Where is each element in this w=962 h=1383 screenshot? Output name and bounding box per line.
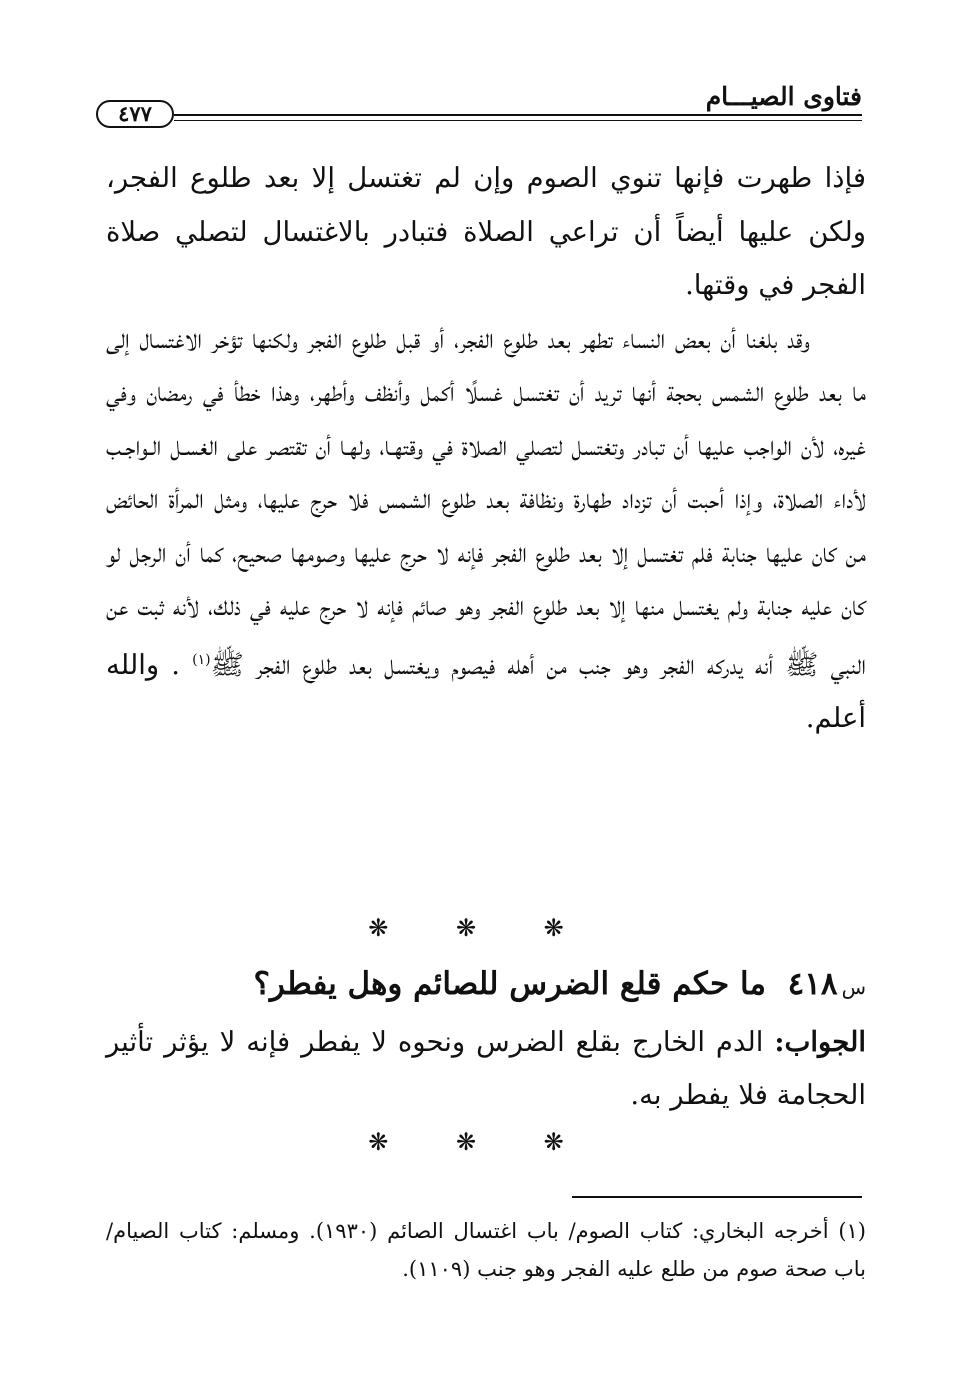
main-text xyxy=(106,152,866,746)
answer-paragraph xyxy=(106,1016,866,1122)
paragraph xyxy=(106,313,866,746)
question-text: ما حكم قلع الضرس للصائم وهل يفطر؟ xyxy=(253,966,767,1002)
answer-text: الدم الخارج بقلع الضرس ونحوه لا يفطر فإنه لا يؤثر تأثير الحجامة فلا يفطر به. xyxy=(106,1026,866,1111)
page-header xyxy=(96,82,862,126)
section-separator: ❋ ❋ ❋ xyxy=(368,914,594,942)
answer-block xyxy=(106,1016,866,1122)
paragraph-text: وقد بلغنا أن بعض النساء تطهر بعد طلوع الفجر، أو قبل طلوع الفجر ولكنها تؤخر الاغتسال إلى ما بعد طلوع الشمس بحجة أنها تريد أن تغتسل غسلًا أكمل وأنظف وأطهر، وهذا خطأ في رمضان وفي غيره، لأن الواجب عليها أن تبادر وتغتسل لتصلي الصلاة في وقتهـا، ولهـا أن تقتصر على الغسـل الـواجـب لأداء الصلاة، وإذا أحبت أن تزداد طهارة ونظافة بعد طلوع الشمس فلا حرج عليها، ومثل المرأة الحائض من كان عليها جنابة فلم تغتسل إلا بعد طلوع الفجر فإنه لا حرج عليها وصومها صحيح، كما أن الرجل لو كان عليه جنابة ولم يغتسل منها إلا بعد طلوع الفجر وهو صائم فإنه لا حرج عليه في ذلك، لأنه ثبت عن النبي ﷺ أنه يدركه الفجر وهو جنب من أهله فيصوم ويغتسل بعد طلوع الفجر ﷺ xyxy=(106,322,867,681)
question-heading xyxy=(106,962,866,1009)
header-rule xyxy=(174,114,862,121)
footnote-text: (١) أخرجه البخاري: كتاب الصوم/ باب اغتسال الصائم (١٩٣٠). ومسلم: كتاب الصيام/ باب صحة صوم من طلع عليه الفجر وهو جنب (١١٠٩). xyxy=(106,1219,866,1281)
closing-text: . والله أعلم. xyxy=(106,648,866,735)
book-title: فتاوى الصيـــام xyxy=(705,82,862,111)
page-number: ٤٧٧ xyxy=(96,100,174,128)
answer-label: الجواب: xyxy=(774,1026,866,1058)
question-marker: س xyxy=(841,975,866,999)
footnote-reference: (١) xyxy=(192,651,211,668)
section-separator-bottom: ❋ ❋ ❋ xyxy=(368,1128,594,1156)
footnote xyxy=(106,1212,866,1288)
footnote-rule xyxy=(572,1196,862,1198)
paragraph: فإذا طهرت فإنها تنوي الصوم وإن لم تغتسل إلا بعد طلوع الفجر، ولكن عليها أيضاً أن تراعي الصلاة فتبادر بالاغتسال لتصلي صلاة الفجر في وقتها. xyxy=(106,162,866,301)
question-number: ٤١٨ xyxy=(787,966,838,1002)
